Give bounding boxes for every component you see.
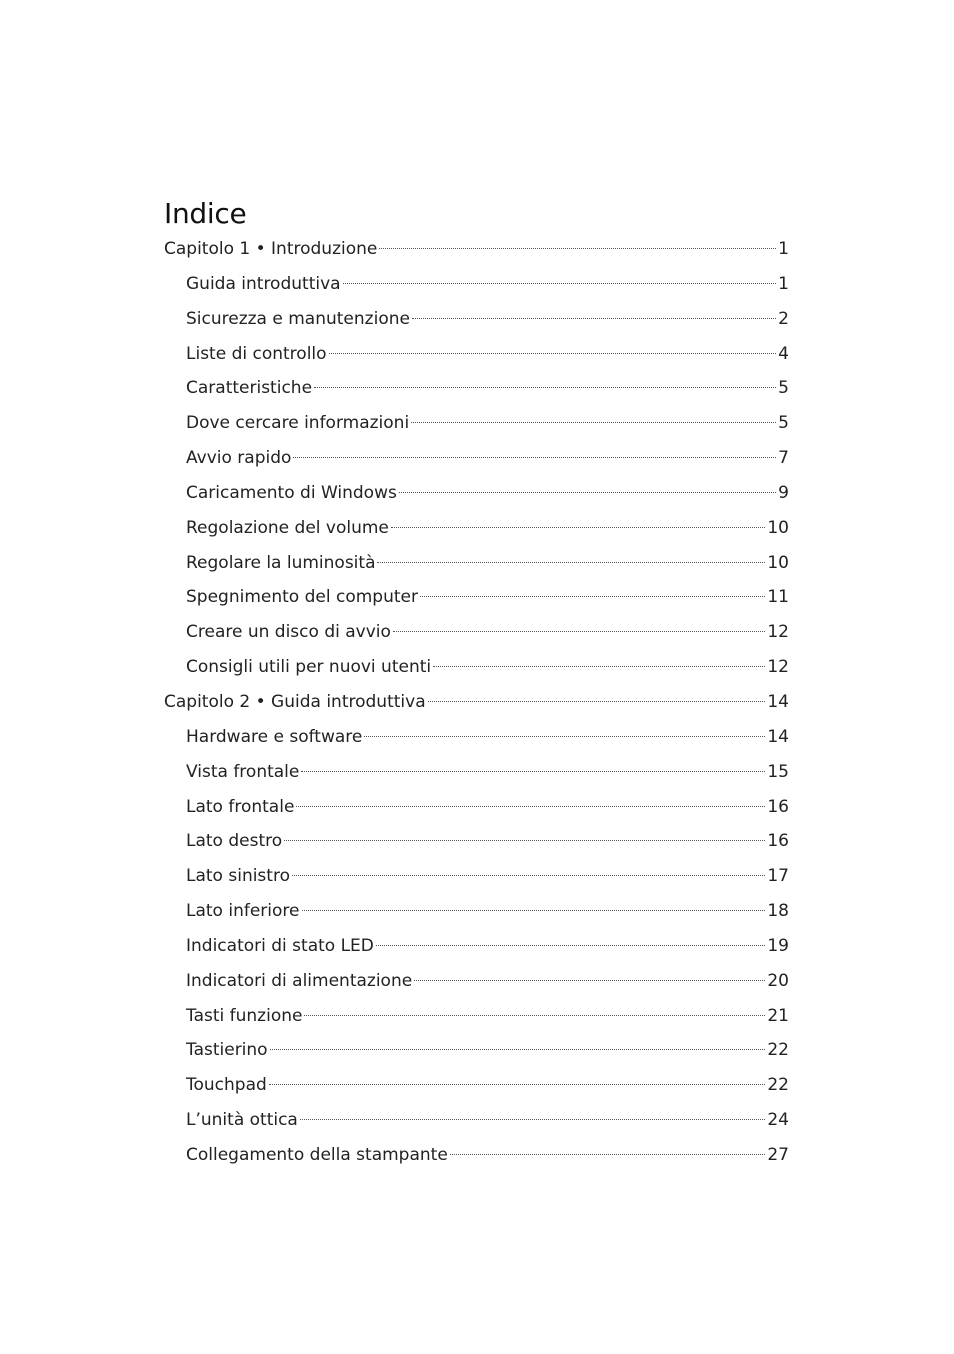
toc-page-number: 16 (767, 796, 789, 817)
toc-page-number: 1 (778, 239, 789, 259)
toc-page-number: 5 (778, 413, 789, 434)
toc-entry-label: Indicatori di alimentazione (186, 970, 413, 991)
toc-section-entry[interactable] (164, 441, 789, 476)
toc-section-entry[interactable] (164, 894, 789, 929)
dot-leader (302, 910, 766, 911)
toc-section-entry[interactable] (164, 790, 789, 825)
toc-page-number: 18 (767, 901, 789, 922)
toc-entry-label: Capitolo 1 • Introduzione (164, 239, 378, 259)
toc-page-number: 1 (778, 273, 789, 294)
toc-section-entry[interactable] (164, 720, 789, 755)
toc-entry-label: Regolare la luminosità (186, 552, 376, 573)
toc-entry-label: Capitolo 2 • Guida introduttiva (164, 691, 426, 712)
toc-page-number: 17 (767, 866, 789, 887)
toc-chapter-entry[interactable] (164, 685, 789, 720)
dot-leader (433, 666, 765, 667)
toc-entry-label: Liste di controllo (186, 343, 327, 364)
toc-page-number: 22 (767, 1040, 789, 1061)
toc-page-number: 4 (778, 343, 789, 364)
toc-entry-label: Creare un disco di avvio (186, 622, 391, 643)
toc-entry-label: Lato frontale (186, 796, 295, 817)
dot-leader (304, 1015, 765, 1016)
table-of-contents (164, 196, 789, 1173)
toc-section-entry[interactable] (164, 999, 789, 1034)
dot-leader (292, 875, 765, 876)
toc-entry-label: Indicatori di stato LED (186, 935, 374, 956)
toc-entry-label: Sicurezza e manutenzione (186, 308, 410, 329)
toc-page-number: 22 (767, 1075, 789, 1096)
toc-section-entry[interactable] (164, 371, 789, 406)
toc-entry-label: Tastierino (186, 1040, 268, 1061)
toc-section-entry[interactable] (164, 615, 789, 650)
toc-page-number: 10 (767, 517, 789, 538)
dot-leader (377, 562, 765, 563)
dot-leader (364, 736, 765, 737)
toc-section-entry[interactable] (164, 929, 789, 964)
dot-leader (412, 318, 776, 319)
toc-section-entry[interactable] (164, 755, 789, 790)
dot-leader (450, 1154, 766, 1155)
dot-leader (343, 283, 777, 284)
toc-chapter-entry[interactable] (164, 232, 789, 267)
toc-section-entry[interactable] (164, 337, 789, 372)
toc-section-entry[interactable] (164, 1068, 789, 1103)
toc-section-entry[interactable] (164, 964, 789, 999)
toc-entry-label: Lato inferiore (186, 901, 300, 922)
toc-page-number: 15 (767, 761, 789, 782)
toc-section-entry[interactable] (164, 546, 789, 581)
toc-page-number: 14 (767, 726, 789, 747)
dot-leader (428, 701, 766, 702)
dot-leader (329, 353, 777, 354)
toc-section-entry[interactable] (164, 1033, 789, 1068)
dot-leader (393, 631, 765, 632)
toc-list (164, 232, 789, 1173)
toc-page-number: 27 (767, 1144, 789, 1165)
dot-leader (296, 806, 765, 807)
toc-page-number: 11 (767, 587, 789, 608)
toc-page-number: 9 (778, 482, 789, 503)
toc-page-number: 2 (778, 308, 789, 329)
toc-entry-label: L’unità ottica (186, 1110, 298, 1131)
dot-leader (300, 1119, 766, 1120)
toc-entry-label: Caratteristiche (186, 378, 313, 399)
toc-entry-label: Regolazione del volume (186, 517, 389, 538)
dot-leader (411, 422, 776, 423)
toc-section-entry[interactable] (164, 511, 789, 546)
toc-entry-label: Touchpad (186, 1075, 267, 1096)
dot-leader (284, 840, 765, 841)
toc-page-number: 19 (767, 935, 789, 956)
dot-leader (269, 1084, 766, 1085)
toc-entry-label: Guida introduttiva (186, 273, 341, 294)
toc-entry-label: Dove cercare informazioni (186, 413, 410, 434)
toc-section-entry[interactable] (164, 1103, 789, 1138)
toc-page-number: 20 (767, 970, 789, 991)
dot-leader (420, 596, 765, 597)
page-title: Indice (164, 197, 247, 230)
toc-entry-label: Consigli utili per nuovi utenti (186, 657, 432, 678)
dot-leader (379, 248, 776, 249)
toc-page-number: 14 (767, 691, 789, 712)
toc-entry-label: Avvio rapido (186, 448, 292, 469)
toc-entry-label: Vista frontale (186, 761, 300, 782)
toc-page-number: 16 (767, 831, 789, 852)
toc-entry-label: Lato sinistro (186, 866, 290, 887)
toc-entry-label: Lato destro (186, 831, 283, 852)
toc-section-entry[interactable] (164, 859, 789, 894)
dot-leader (314, 387, 776, 388)
dot-leader (414, 980, 765, 981)
toc-page-number: 10 (767, 552, 789, 573)
dot-leader (270, 1049, 766, 1050)
toc-entry-label: Spegnimento del computer (186, 587, 418, 608)
toc-section-entry[interactable] (164, 476, 789, 511)
dot-leader (399, 492, 776, 493)
toc-entry-label: Hardware e software (186, 726, 363, 747)
toc-page-number: 24 (767, 1110, 789, 1131)
toc-section-entry[interactable] (164, 302, 789, 337)
dot-leader (293, 457, 776, 458)
toc-entry-label: Tasti funzione (186, 1005, 303, 1026)
toc-section-entry[interactable] (164, 406, 789, 441)
toc-section-entry[interactable] (164, 824, 789, 859)
toc-page-number: 12 (767, 657, 789, 678)
toc-page-number: 12 (767, 622, 789, 643)
toc-entry-label: Caricamento di Windows (186, 482, 397, 503)
dot-leader (301, 771, 765, 772)
toc-page-number: 7 (778, 448, 789, 469)
toc-entry-label: Collegamento della stampante (186, 1144, 448, 1165)
toc-section-entry[interactable] (164, 650, 789, 685)
toc-section-entry[interactable] (164, 1138, 789, 1173)
dot-leader (391, 527, 765, 528)
toc-section-entry[interactable] (164, 267, 789, 302)
toc-section-entry[interactable] (164, 580, 789, 615)
toc-page-number: 5 (778, 378, 789, 399)
dot-leader (376, 945, 765, 946)
toc-page-number: 21 (767, 1005, 789, 1026)
